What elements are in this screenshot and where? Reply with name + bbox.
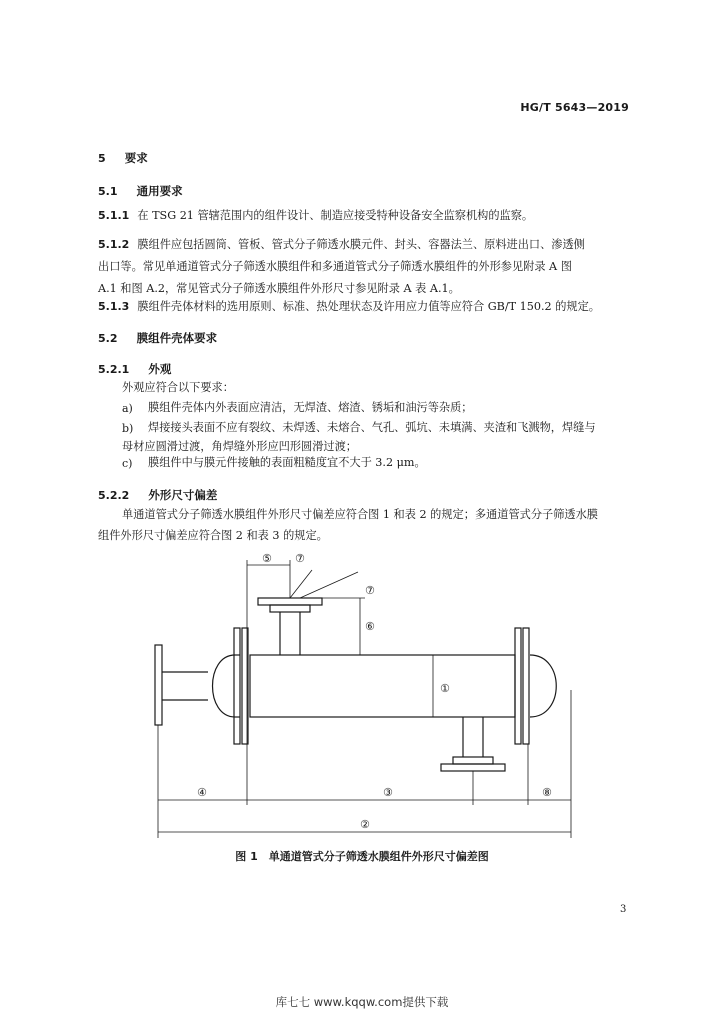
label-8: ⑧	[542, 786, 552, 799]
section-number: 5.2.1	[98, 363, 130, 376]
label-7: ⑦	[365, 584, 375, 597]
clause-text-line3: A.1 和图 A.2，常见管式分子筛透水膜组件外形尺寸参见附录 A 表 A.1。	[98, 282, 460, 295]
label-4: ④	[197, 786, 207, 799]
top-nozzle-flange-hub	[270, 605, 310, 612]
left-head	[213, 655, 236, 717]
left-flange-outer	[234, 628, 240, 744]
right-flange-outer	[523, 628, 529, 744]
download-watermark: 库七七 www.kqqw.com提供下载	[275, 995, 449, 1009]
section-title: 外观	[148, 362, 172, 376]
list-marker: b)	[122, 422, 134, 435]
label-3: ③	[383, 786, 393, 799]
clause-5-1-3	[98, 296, 628, 318]
section-number: 5	[98, 152, 106, 165]
clause-number: 5.1.2	[98, 238, 130, 251]
bottom-nozzle-flange	[441, 764, 505, 771]
right-flange-inner	[515, 628, 521, 744]
inlet-flange	[155, 645, 162, 725]
section-5-2-1-heading	[98, 358, 171, 377]
clause-number: 5.1.3	[98, 300, 130, 313]
list-item-b	[148, 418, 632, 438]
section-title: 膜组件壳体要求	[136, 331, 218, 345]
appearance-intro: 外观应符合以下要求：	[122, 381, 234, 394]
clause-text: 膜组件壳体材料的选用原则、标准、热处理状态及许用应力值等应符合 GB/T 150.2 的规定。	[137, 300, 600, 313]
section-5-2-heading	[98, 327, 217, 346]
list-item-b-line1: 焊接接头表面不应有裂纹、未焊透、未熔合、气孔、弧坑、未填满、夹渣和飞溅物，焊缝与	[148, 421, 596, 434]
figure-caption: 图 1 单通道管式分子筛透水膜组件外形尺寸偏差图	[235, 850, 489, 863]
shell-body	[250, 655, 515, 717]
label-5: ⑤	[262, 552, 272, 565]
dimension-text-line1: 单通道管式分子筛透水膜组件外形尺寸偏差应符合图 1 和表 2 的规定；多通道管式分子筛透水膜	[122, 508, 598, 521]
dimension-text-line2: 组件外形尺寸偏差应符合图 2 和表 3 的规定。	[98, 529, 328, 542]
label-2: ②	[360, 818, 370, 831]
list-item-b-line2: 母材应圆滑过渡，角焊缝外形应凹形圆滑过渡；	[122, 440, 357, 453]
section-5-heading	[98, 147, 148, 166]
standard-code: HG/T 5643—2019	[520, 101, 629, 114]
label-6: ⑥	[365, 620, 375, 633]
section-5-1-heading	[98, 180, 183, 199]
label-1: ①	[440, 682, 450, 695]
clause-text-line1: 膜组件应包括圆筒、管板、管式分子筛透水膜元件、封头、容器法兰、原料进出口、渗透侧	[137, 238, 585, 251]
section-number: 5.2	[98, 332, 118, 345]
right-head	[530, 655, 556, 717]
section-title: 要求	[124, 151, 148, 165]
list-item-a: 膜组件壳体内外表面应清洁，无焊渣、熔渣、锈垢和油污等杂质；	[148, 401, 473, 414]
list-marker: c)	[122, 457, 133, 470]
dimension-lines	[158, 560, 571, 838]
section-title: 通用要求	[136, 184, 183, 198]
clause-5-1-1	[98, 205, 628, 227]
section-number: 5.2.2	[98, 489, 130, 502]
label-7-top: ⑦	[295, 552, 305, 565]
page-number: 3	[620, 904, 627, 915]
section-title: 外形尺寸偏差	[148, 488, 218, 502]
figure-1-drawing	[0, 540, 724, 845]
list-item-c: 膜组件中与膜元件接触的表面粗糙度宜不大于 3.2 μm。	[148, 456, 426, 469]
clause-number: 5.1.1	[98, 209, 130, 222]
clause-5-1-2	[98, 234, 628, 300]
clause-text: 在 TSG 21 管辖范围内的组件设计、制造应接受特种设备安全监察机构的监察。	[137, 209, 534, 222]
top-nozzle-flange	[258, 598, 322, 605]
clause-text-line2: 出口等。常见单通道管式分子筛透水膜组件和多通道管式分子筛透水膜组件的外形参见附录 A 图	[98, 260, 572, 273]
section-5-2-2-heading	[98, 484, 217, 503]
list-marker: a)	[122, 402, 133, 415]
leader-line	[300, 572, 358, 598]
section-number: 5.1	[98, 185, 118, 198]
bottom-nozzle-flange-hub	[453, 757, 493, 764]
